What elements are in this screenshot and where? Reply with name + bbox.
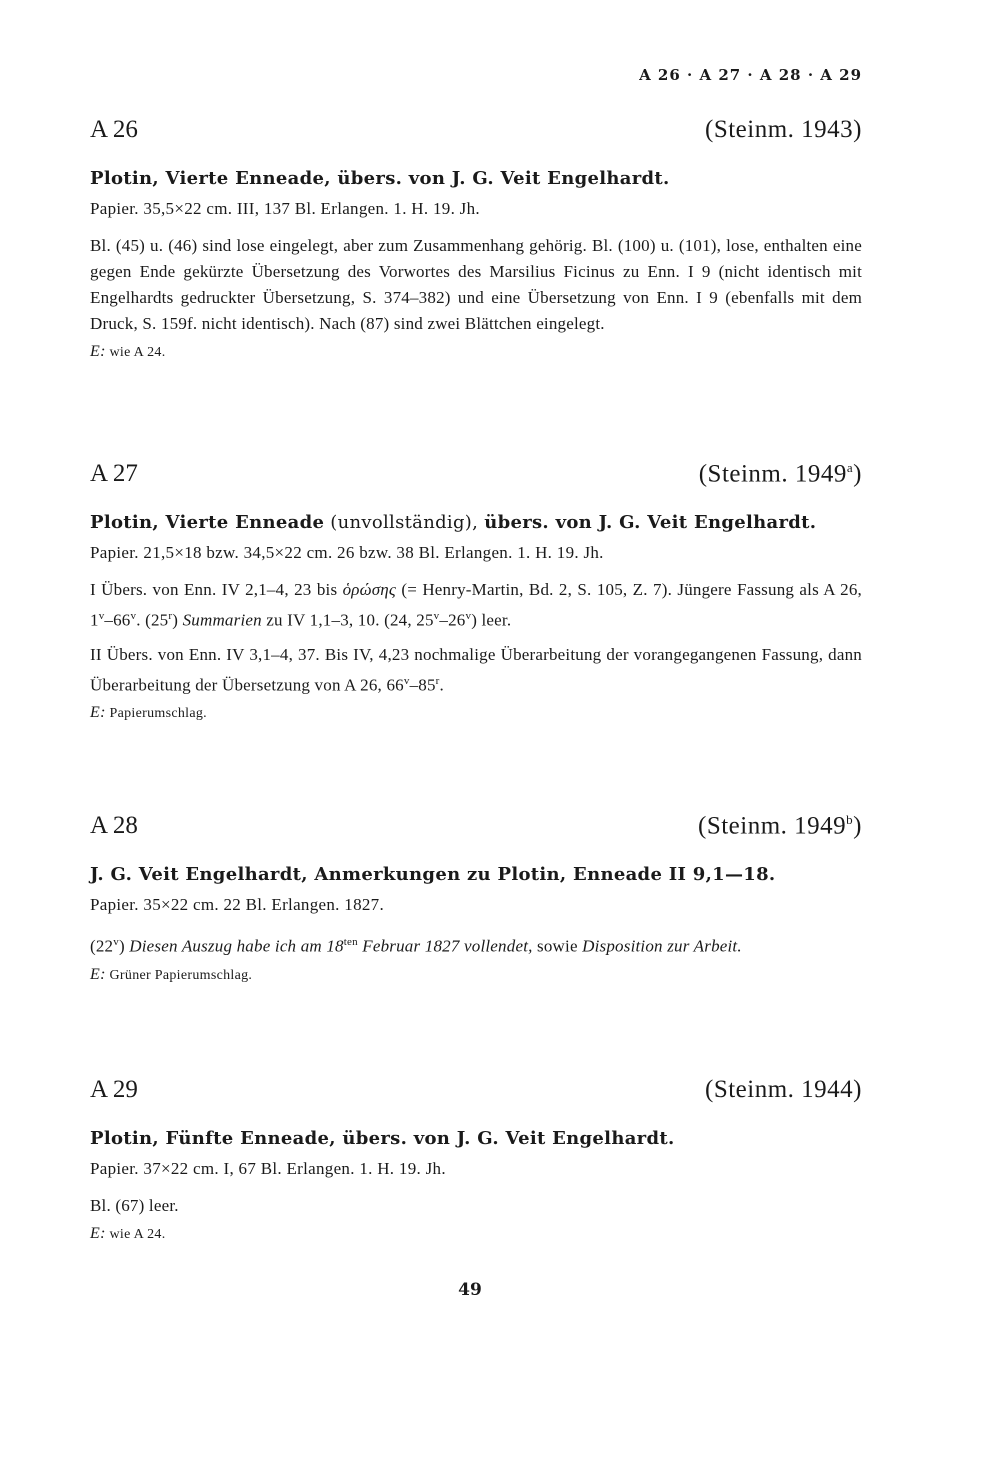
entry-binding [90, 966, 862, 984]
entry-physical-description: Papier. 35,5×22 cm. III, 137 Bl. Erlangen. 1. H. 19. Jh. [90, 199, 480, 218]
entry-physical-description: Papier. 21,5×18 bzw. 34,5×22 cm. 26 bzw. 38 Bl. Erlangen. 1. H. 19. Jh. [90, 543, 604, 562]
entry-header [90, 116, 862, 156]
entry-signature: A 29 [90, 1076, 138, 1103]
entry-content-note-1: I Übers. von Enn. IV 2,1–4, 23 bis ὁρώσης (= Henry-Martin, Bd. 2, S. 105, Z. 7). Jüngere Fassung als A 26, 1$^v$–66$^v$. (25$^r$) Summarien zu IV 1,1–3, 10. (24, 25$^v$–26$^v$) leer. [90, 580, 862, 630]
entry-title: Plotin, Vierte Enneade, übers. von J. G. Veit Engelhardt. [90, 168, 670, 189]
entry-a27 [90, 460, 862, 722]
entry-signature: A 26 [90, 116, 138, 143]
binding-text: wie A 24. [109, 1227, 166, 1242]
binding-text: Papierumschlag. [109, 706, 207, 722]
entry-content-note: Bl. (67) leer. [90, 1196, 179, 1215]
binding-label: E: [90, 965, 106, 983]
entry-binding [90, 1225, 862, 1243]
entry-signature: A 28 [90, 812, 138, 839]
binding-label: E: [90, 1225, 106, 1242]
steinmeyer-reference: (Steinm. 1949$^b$) [698, 812, 862, 840]
binding-text: Grüner Papierumschlag. [109, 967, 253, 983]
entry-a28 [90, 812, 862, 984]
entry-content-note: (22$^v$) Diesen Auszug habe ich am $18^{ten}$ Februar 1827 vollendet, sowie Disposition zur Arbeit. [90, 936, 742, 956]
steinmeyer-reference: (Steinm. 1943) [705, 116, 862, 143]
entry-title: Plotin, Fünfte Enneade, übers. von J. G. Veit Engelhardt. [90, 1128, 675, 1149]
binding-label: E: [90, 704, 106, 722]
entry-physical-description: Papier. 37×22 cm. I, 67 Bl. Erlangen. 1. H. 19. Jh. [90, 1159, 446, 1178]
entry-a29 [90, 1076, 862, 1243]
entry-signature: A 27 [90, 460, 138, 487]
page-number: 49 [458, 1280, 482, 1300]
entry-title: Plotin, Vierte Enneade (unvollständig), übers. von J. G. Veit Engelhardt. [90, 512, 817, 533]
entry-header [90, 1076, 862, 1116]
entry-a26 [90, 116, 862, 361]
entry-content-note: Bl. (45) u. (46) sind lose eingelegt, aber zum Zusammenhang gehörig. Bl. (100) u. (101), lose, enthalten eine gegen Ende gekürzte Übersetzung des Vorwortes des Marsilius Ficinus zu Enn. I 9 (nicht identisch mit Engelhardts gedruckter Übersetzung, S. 374–382) und eine Übersetzung von Enn. I 9 (ebenfalls mit dem Druck, S. 159f. nicht identisch). Nach (87) sind zwei Blättchen eingelegt. [90, 236, 862, 333]
entry-physical-description: Papier. 35×22 cm. 22 Bl. Erlangen. 1827. [90, 895, 385, 914]
steinmeyer-reference: (Steinm. 1949$^a$) [698, 460, 862, 488]
entry-binding [90, 343, 862, 361]
binding-label: E: [90, 343, 106, 360]
entry-content-note-2: II Übers. von Enn. IV 3,1–4, 37. Bis IV, 4,23 nochmalige Überarbeitung der vorangegangenen Fassung, dann Überarbeitung der Übersetzung von A 26, 66$^v$–85$^r$. [90, 644, 862, 695]
entry-header [90, 460, 862, 500]
binding-text: wie A 24. [109, 345, 166, 360]
steinmeyer-reference: (Steinm. 1944) [705, 1076, 862, 1103]
entry-binding [90, 704, 862, 722]
entry-header [90, 812, 862, 852]
entry-title: J. G. Veit Engelhardt, Anmerkungen zu Plotin, Enneade II 9,1—18. [90, 864, 776, 885]
running-head: A 26 · A 27 · A 28 · A 29 [639, 66, 862, 84]
